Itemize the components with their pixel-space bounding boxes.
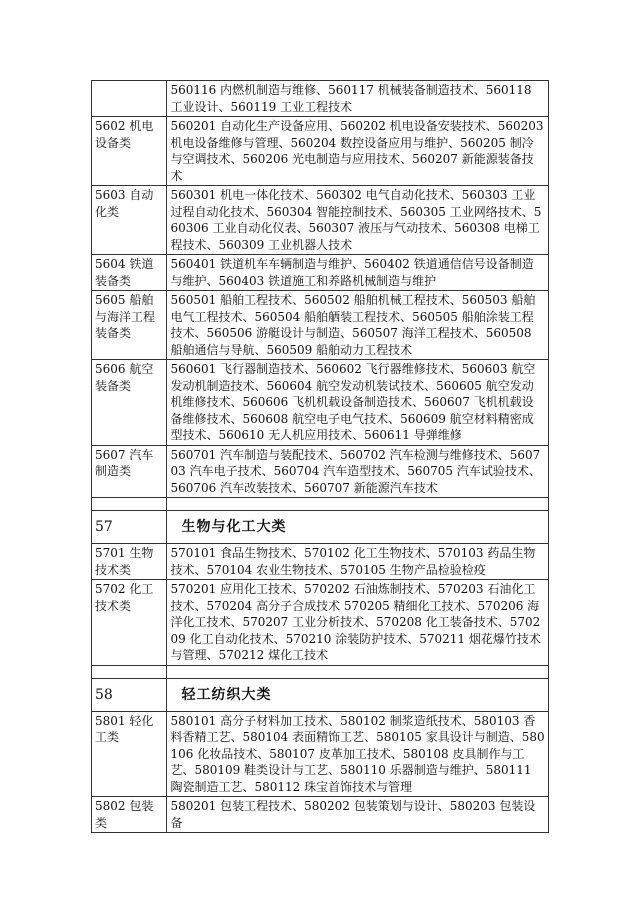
subcategory-row xyxy=(92,360,549,446)
subcategory-row xyxy=(92,81,549,117)
category-code-cell xyxy=(92,81,167,117)
category-row xyxy=(92,511,549,544)
category-code-cell: 5802 包装类 xyxy=(92,797,167,833)
category-code-cell: 5801 轻化工类 xyxy=(92,711,167,797)
category-code-cell: 5702 化工技术类 xyxy=(92,580,167,666)
category-code-cell: 5607 汽车制造类 xyxy=(92,445,167,498)
spacer-row xyxy=(92,665,549,678)
category-code-cell: 5604 铁道装备类 xyxy=(92,255,167,291)
subcategory-row xyxy=(92,186,549,255)
category-name-cell: 轻工纺织大类 xyxy=(167,678,549,711)
category-code-cell xyxy=(92,498,167,511)
majors-list-cell: 560301 机电一体化技术、560302 电气自动化技术、560303 工业过程自动化技术、560304 智能控制技术、560305 工业网络技术、560306 工业自动化仪表、560307 液压与气动技术、560308 电梯工程技术、560309 工业机器人技术 xyxy=(167,186,549,255)
subcategory-row xyxy=(92,255,549,291)
category-code-cell: 5603 自动化类 xyxy=(92,186,167,255)
category-name-cell: 生物与化工大类 xyxy=(167,511,549,544)
majors-list-cell xyxy=(167,665,549,678)
majors-list-cell: 560701 汽车制造与装配技术、560702 汽车检测与维修技术、560703 汽车电子技术、560704 汽车造型技术、560705 汽车试验技术、560706 汽车改装技术、560707 新能源汽车技术 xyxy=(167,445,549,498)
category-code-cell: 58 xyxy=(92,678,167,711)
majors-list-cell: 560401 铁道机车车辆制造与维护、560402 铁道通信信号设备制造与维护、560403 铁道施工和养路机械制造与维护 xyxy=(167,255,549,291)
majors-list-cell: 570101 食品生物技术、570102 化工生物技术、570103 药品生物技术、570104 农业生物技术、570105 生物产品检验检疫 xyxy=(167,544,549,580)
subcategory-row xyxy=(92,797,549,833)
majors-list-cell: 560201 自动化生产设备应用、560202 机电设备安装技术、560203 机电设备维修与管理、560204 数控设备应用与维护、560205 制冷与空调技术、560206 光电制造与应用技术、560207 新能源装备技术 xyxy=(167,117,549,186)
catalog-body xyxy=(92,81,549,833)
majors-list-cell: 560501 船舶工程技术、560502 船舶机械工程技术、560503 船舶电气工程技术、560504 船舶舾装工程技术、560505 船舶涂装工程技术、560506 游艇设计与制造、560507 海洋工程技术、560508 船舶通信与导航、560509 船舶动力工程技术 xyxy=(167,291,549,360)
majors-list-cell: 560601 飞行器制造技术、560602 飞行器维修技术、560603 航空发动机制造技术、560604 航空发动机装试技术、560605 航空发动机维修技术、560606 飞机机载设备制造技术、560607 飞机机载设备维修技术、560608 航空电子电气技术、560609 航空材料精密成型技术、560610 无人机应用技术、560611 导弹维修 xyxy=(167,360,549,446)
majors-list-cell: 560116 内燃机制造与维修、560117 机械装备制造技术、560118 工业设计、560119 工业工程技术 xyxy=(167,81,549,117)
subcategory-row xyxy=(92,544,549,580)
majors-list-cell: 580101 高分子材料加工技术、580102 制浆造纸技术、580103 香料香精工艺、580104 表面精饰工艺、580105 家具设计与制造、580106 化妆品技术、580107 皮革加工技术、580108 皮具制作与工艺、580109 鞋类设计与工艺、580110 乐器制造与维护、580111 陶瓷制造工艺、580112 珠宝首饰技术与管理 xyxy=(167,711,549,797)
category-code-cell: 5701 生物技术类 xyxy=(92,544,167,580)
subcategory-row xyxy=(92,580,549,666)
subcategory-row xyxy=(92,445,549,498)
category-code-cell: 5606 航空装备类 xyxy=(92,360,167,446)
category-code-cell: 5605 船舶与海洋工程装备类 xyxy=(92,291,167,360)
majors-list-cell: 580201 包装工程技术、580202 包装策划与设计、580203 包装设备 xyxy=(167,797,549,833)
category-row xyxy=(92,678,549,711)
subcategory-row xyxy=(92,117,549,186)
subcategory-row xyxy=(92,291,549,360)
subcategory-row xyxy=(92,711,549,797)
major-catalog-table xyxy=(91,80,549,833)
majors-list-cell: 570201 应用化工技术、570202 石油炼制技术、570203 石油化工技术、570204 高分子合成技术 570205 精细化工技术、570206 海洋化工技术、570207 工业分析技术、570208 化工装备技术、570209 化工自动化技术、570210 涂装防护技术、570211 烟花爆竹技术与管理、570212 煤化工技术 xyxy=(167,580,549,666)
category-code-cell: 5602 机电设备类 xyxy=(92,117,167,186)
spacer-row xyxy=(92,498,549,511)
category-code-cell xyxy=(92,665,167,678)
majors-list-cell xyxy=(167,498,549,511)
category-code-cell: 57 xyxy=(92,511,167,544)
